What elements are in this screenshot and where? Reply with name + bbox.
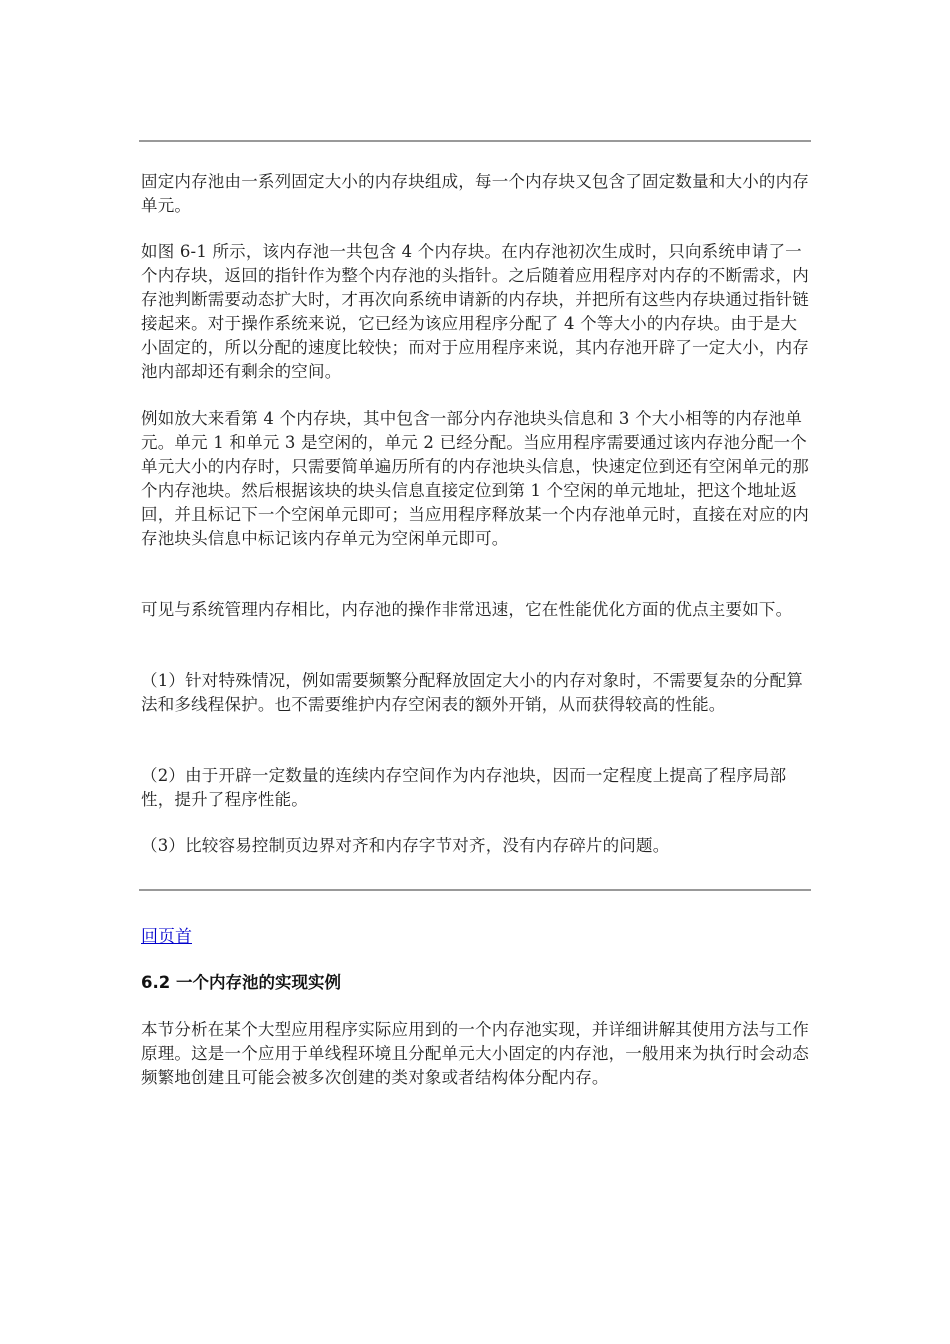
paragraph-fixed-pool-intro: 固定内存池由一系列固定大小的内存块组成，每一个内存块又包含了固定数量和大小的内存单元。 [141,172,809,215]
advantage-item-2: （2）由于开辟一定数量的连续内存空间作为内存池块，因而一定程度上提高了程序局部性，提升了程序性能。 [141,766,787,809]
top-divider [139,140,811,142]
paragraph-figure-6-1-description: 如图 6-1 所示，该内存池一共包含 4 个内存块。在内存池初次生成时，只向系统申请了一个内存块，返回的指针作为整个内存池的头指针。之后随着应用程序对内存的不断需求，内存池判断需要动态扩大时，才再次向系统申请新的内存块，并把所有这些内存块通过指针链接起来。对于操作系统来说，它已经为该应用程序分配了 4 个等大小的内存块。由于是大小固定的，所以分配的速度比较快；而对于应用程序来说，其内存池开辟了一定大小，内存池内部却还有剩余的空间。 [141,242,809,381]
advantage-item-1: （1）针对特殊情况，例如需要频繁分配释放固定大小的内存对象时，不需要复杂的分配算法和多线程保护。也不需要维护内存空闲表的额外开销，从而获得较高的性能。 [141,671,803,714]
section-divider [139,889,811,891]
advantage-item-3: （3）比较容易控制页边界对齐和内存字节对齐，没有内存碎片的问题。 [141,836,670,855]
section-intro-paragraph: 本节分析在某个大型应用程序实际应用到的一个内存池实现，并详细讲解其使用方法与工作原理。这是一个应用于单线程环境且分配单元大小固定的内存池，一般用来为执行时会动态频繁地创建且可能会被多次创建的类对象或者结构体分配内存。 [141,1020,809,1087]
paragraph-block-4-detail: 例如放大来看第 4 个内存块，其中包含一部分内存池块头信息和 3 个大小相等的内存池单元。单元 1 和单元 3 是空闲的，单元 2 已经分配。当应用程序需要通过该内存池分配一个单元大小的内存时，只需要简单遍历所有的内存池块头信息，快速定位到还有空闲单元的那个内存池块。然后根据该块的块头信息直接定位到第 1 个空闲的单元地址，把这个地址返回，并且标记下一个空闲单元即可；当应用程序释放某一个内存池单元时，直接在对应的内存池块头信息中标记该内存单元为空闲单元即可。 [141,409,809,548]
section-title: 6.2 一个内存池的实现实例 [141,973,341,992]
paragraph-advantages-lead: 可见与系统管理内存相比，内存池的操作非常迅速，它在性能优化方面的优点主要如下。 [141,600,793,619]
back-to-top-link[interactable]: 回页首 [141,927,192,947]
